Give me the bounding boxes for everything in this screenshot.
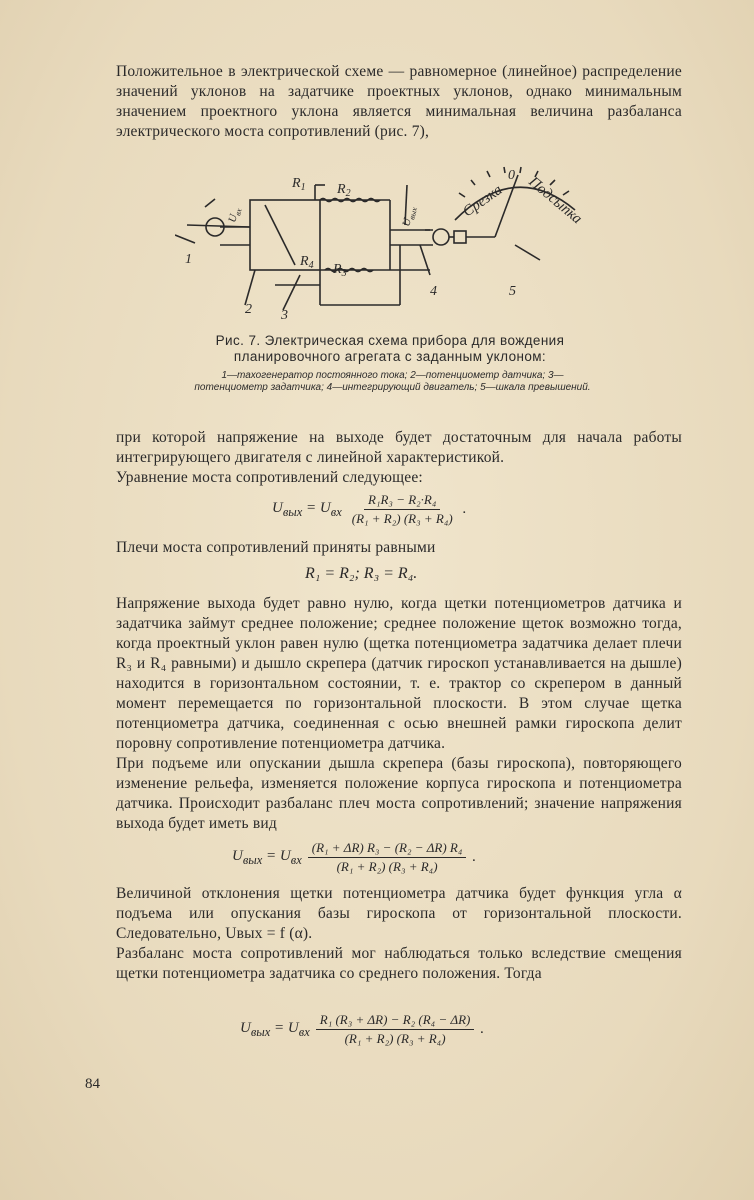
label-4: 4 — [430, 284, 437, 299]
formula-2: $U_{вых} = U_{вх}$ $\frac{\text{(R₁ + ΔR) R₃ − (R₂ − ΔR) R₄}}{\text{(R₁ + R₂) (R₃ + R₄)}}$ . — [232, 840, 477, 874]
circuit-diagram — [175, 165, 585, 325]
paragraph-intro — [116, 62, 682, 142]
text-p5: Напряжение выхода будет равно нулю, когда щетки потенциометров датчика и задатчика займут среднее положение; среднее положение щеток возможно тогда, когда проектный уклон равен нулю (щетка потенциометра задатчика делает плечи R₃ и R₄ равными) и дышло скрепера (датчик гироскоп устанавливается на дышле) находится в горизонтальном состоянии, т. е. трактор со скрепером в данный момент перемещается по горизонтальной плоскости. В этом случае щетка потенциометра датчика, соединенная с осью внешней рамки гироскопа делит поровну сопротивление потенциометра датчика. — [116, 595, 682, 752]
figure-caption: Рис. 7. Электрическая схема прибора для вождения планировочного агрегата с заданным уклоном: — [215, 333, 565, 364]
label-r2: $R_2$ — [337, 182, 351, 199]
paragraph-4 — [116, 538, 682, 558]
label-1: 1 — [185, 252, 192, 267]
text-intro: Положительное в электрической схеме — равномерное (линейное) распределение значений уклонов на задатчике проектных уклонов, однако минимальным значением проектного уклона является минимальная величина разбаланса электрического моста сопротивлений (рис. 7), — [116, 63, 682, 140]
label-r1: $R_1$ — [292, 176, 306, 193]
paragraph-2 — [116, 428, 682, 488]
svg-text:Uвх: $U_{вх}$ — [226, 207, 244, 224]
text-p7: Величиной отклонения щетки потенциометра датчика будет функция угла α подъема или опускания базы гироскопа от горизонтальной плоскости. Следовательно, Uвых = f (α). — [116, 885, 682, 942]
text-p8: Разбаланс моста сопротивлений мог наблюдаться только вследствие смещения щетки потенциометра задатчика со среднего положения. Тогда — [116, 945, 682, 982]
figure-legend: 1—тахогенератор постоянного тока; 2—потенциометр датчика; 3—потенциометр задатчика; 4—интегрирующий двигатель; 5—шкала превышений. — [194, 370, 591, 393]
page-number: 84 — [85, 1076, 100, 1092]
label-r4: $R_4$ — [300, 254, 314, 271]
svg-text:Uвых: $U_{вых}$ — [400, 206, 420, 228]
label-2: 2 — [245, 302, 252, 317]
label-r3: $R_3$ — [333, 262, 347, 279]
formula-1: $U_{вых} = U_{вх}$ $\frac{\text{R₁R₃ − R₂·R₄}}{\text{(R₁ + R₂) (R₃ + R₄)}}$ . — [272, 492, 467, 526]
formula-equal-arms: R₁ = R₂; R₃ = R₄. — [305, 565, 418, 582]
text-p4: Плечи моста сопротивлений приняты равными — [116, 539, 436, 556]
label-5: 5 — [509, 284, 516, 299]
text-p3: Уравнение моста сопротивлений следующее: — [116, 469, 423, 486]
text-p2: при которой напряжение на выходе будет достаточным для начала работы интегрирующего двигателя с линейной характеристикой. — [116, 429, 682, 466]
paragraph-7 — [116, 884, 682, 984]
scale-srezka: Срезка — [460, 181, 506, 221]
label-3: 3 — [281, 308, 288, 323]
formula-3: $U_{вых} = U_{вх}$ $\frac{\text{R₁ (R₃ + ΔR) − R₂ (R₄ − ΔR)}}{\text{(R₁ + R₂) (R₃ + R₄)}}$ . — [240, 1012, 485, 1046]
scale-zero: 0 — [508, 168, 515, 183]
scale-podsypka: Подсыпка — [525, 173, 585, 228]
paragraph-5 — [116, 594, 682, 834]
text-p6: При подъеме или опускании дышла скрепера (базы гироскопа), повторяющего изменение рельефа, изменяется положение корпуса гироскопа и потенциометра датчика. Происходит разбаланс плеч моста сопротивлений; значение напряжения выхода будет иметь вид — [116, 755, 682, 832]
